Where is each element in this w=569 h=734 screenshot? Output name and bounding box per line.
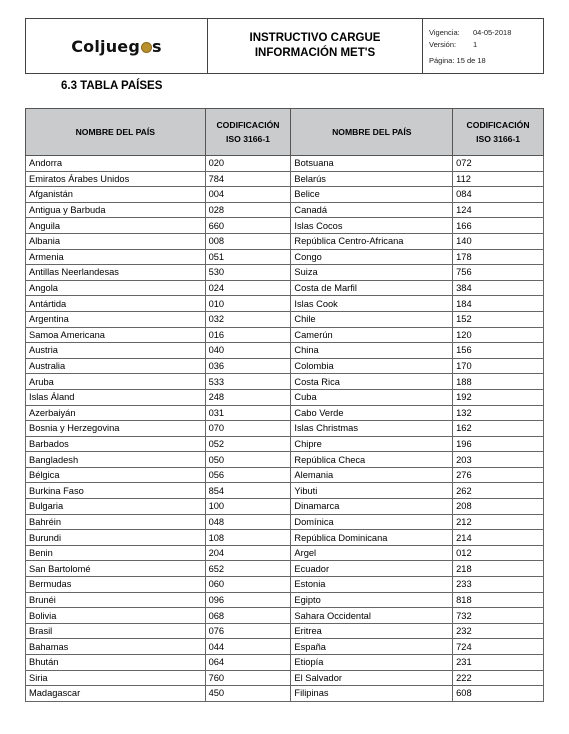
country-name-cell: Burundi — [26, 530, 206, 546]
header-iso-code-1-line1: CODIFICACIÓN — [216, 120, 280, 130]
iso-code-cell: 024 — [205, 280, 291, 296]
table-row — [26, 156, 544, 172]
table-header-row — [26, 109, 544, 156]
table-row — [26, 171, 544, 187]
country-name-cell: República Checa — [291, 452, 453, 468]
country-name-cell: Afganistán — [26, 187, 206, 203]
iso-code-cell: 004 — [205, 187, 291, 203]
iso-code-cell: 040 — [205, 343, 291, 359]
table-row — [26, 592, 544, 608]
country-name-cell: Brunéi — [26, 592, 206, 608]
country-name-cell: Argel — [291, 545, 453, 561]
logo-text-part-a: Coljueg — [71, 36, 141, 56]
country-name-cell: Canadá — [291, 202, 453, 218]
country-name-cell: Andorra — [26, 156, 206, 172]
iso-code-cell: 051 — [205, 249, 291, 265]
country-name-cell: Eritrea — [291, 623, 453, 639]
header-country-name-1: NOMBRE DEL PAÍS — [26, 109, 206, 156]
iso-code-cell: 660 — [205, 218, 291, 234]
country-name-cell: Burkina Faso — [26, 483, 206, 499]
country-name-cell: Etiopía — [291, 655, 453, 671]
country-name-cell: China — [291, 343, 453, 359]
iso-code-cell: 218 — [453, 561, 544, 577]
country-name-cell: Angola — [26, 280, 206, 296]
document-meta — [423, 19, 543, 73]
table-row — [26, 655, 544, 671]
table-row — [26, 358, 544, 374]
document-title — [208, 19, 423, 73]
country-name-cell: Cuba — [291, 389, 453, 405]
table-row — [26, 249, 544, 265]
iso-code-cell: 100 — [205, 499, 291, 515]
country-name-cell: Antigua y Barbuda — [26, 202, 206, 218]
iso-code-cell: 166 — [453, 218, 544, 234]
country-name-cell: Aruba — [26, 374, 206, 390]
iso-code-cell: 212 — [453, 514, 544, 530]
table-row — [26, 280, 544, 296]
country-name-cell: Emiratos Árabes Unidos — [26, 171, 206, 187]
table-row — [26, 405, 544, 421]
country-name-cell: Domínica — [291, 514, 453, 530]
country-name-cell: República Centro-Africana — [291, 233, 453, 249]
country-name-cell: Antillas Neerlandesas — [26, 265, 206, 281]
country-name-cell: Albania — [26, 233, 206, 249]
title-line-2: INFORMACIÓN MET'S — [254, 47, 376, 59]
table-row — [26, 545, 544, 561]
iso-code-cell: 384 — [453, 280, 544, 296]
country-name-cell: Chipre — [291, 436, 453, 452]
iso-code-cell: 048 — [205, 514, 291, 530]
iso-code-cell: 070 — [205, 421, 291, 437]
table-row — [26, 421, 544, 437]
header-country-name-2: NOMBRE DEL PAÍS — [291, 109, 453, 156]
iso-code-cell: 031 — [205, 405, 291, 421]
iso-code-cell: 036 — [205, 358, 291, 374]
country-name-cell: Argentina — [26, 311, 206, 327]
iso-code-cell: 208 — [453, 499, 544, 515]
table-row — [26, 639, 544, 655]
iso-code-cell: 724 — [453, 639, 544, 655]
iso-code-cell: 533 — [205, 374, 291, 390]
iso-code-cell: 170 — [453, 358, 544, 374]
country-name-cell: Bolivia — [26, 608, 206, 624]
table-row — [26, 202, 544, 218]
table-row — [26, 514, 544, 530]
country-name-cell: Suiza — [291, 265, 453, 281]
iso-code-cell: 008 — [205, 233, 291, 249]
logo-cell — [26, 19, 208, 73]
iso-code-cell: 756 — [453, 265, 544, 281]
country-name-cell: Islas Cook — [291, 296, 453, 312]
iso-code-cell: 232 — [453, 623, 544, 639]
country-name-cell: Bangladesh — [26, 452, 206, 468]
country-name-cell: España — [291, 639, 453, 655]
table-row — [26, 452, 544, 468]
iso-code-cell: 052 — [205, 436, 291, 452]
iso-code-cell: 156 — [453, 343, 544, 359]
table-row — [26, 233, 544, 249]
iso-code-cell: 072 — [453, 156, 544, 172]
iso-code-cell: 608 — [453, 686, 544, 702]
iso-code-cell: 530 — [205, 265, 291, 281]
country-name-cell: Yibuti — [291, 483, 453, 499]
iso-code-cell: 248 — [205, 389, 291, 405]
table-row — [26, 436, 544, 452]
iso-code-cell: 124 — [453, 202, 544, 218]
country-name-cell: Costa Rica — [291, 374, 453, 390]
iso-code-cell: 064 — [205, 655, 291, 671]
country-name-cell: Australia — [26, 358, 206, 374]
header-iso-code-1 — [205, 109, 291, 156]
table-row — [26, 686, 544, 702]
country-name-cell: Anguila — [26, 218, 206, 234]
table-row — [26, 311, 544, 327]
table-row — [26, 265, 544, 281]
table-row — [26, 561, 544, 577]
country-name-cell: Madagascar — [26, 686, 206, 702]
country-name-cell: Bhután — [26, 655, 206, 671]
country-name-cell: Camerún — [291, 327, 453, 343]
country-name-cell: Bahréin — [26, 514, 206, 530]
iso-code-cell: 084 — [453, 187, 544, 203]
iso-code-cell: 178 — [453, 249, 544, 265]
country-name-cell: Bahamas — [26, 639, 206, 655]
iso-code-cell: 652 — [205, 561, 291, 577]
country-name-cell: Bulgaria — [26, 499, 206, 515]
coljuegos-logo — [71, 37, 162, 56]
iso-code-cell: 204 — [205, 545, 291, 561]
country-name-cell: Costa de Marfil — [291, 280, 453, 296]
logo-coin-icon — [141, 42, 152, 53]
country-name-cell: Dinamarca — [291, 499, 453, 515]
country-name-cell: Islas Áland — [26, 389, 206, 405]
country-name-cell: Congo — [291, 249, 453, 265]
table-row — [26, 374, 544, 390]
country-name-cell: República Dominicana — [291, 530, 453, 546]
country-name-cell: Islas Cocos — [291, 218, 453, 234]
country-name-cell: Azerbaiyán — [26, 405, 206, 421]
table-row — [26, 218, 544, 234]
iso-code-cell: 222 — [453, 670, 544, 686]
table-row — [26, 670, 544, 686]
country-name-cell: Bermudas — [26, 577, 206, 593]
table-row — [26, 343, 544, 359]
country-name-cell: Ecuador — [291, 561, 453, 577]
iso-code-cell: 203 — [453, 452, 544, 468]
iso-code-cell: 076 — [205, 623, 291, 639]
iso-code-cell: 020 — [205, 156, 291, 172]
header-iso-code-1-line2: ISO 3166-1 — [226, 134, 270, 144]
iso-code-cell: 044 — [205, 639, 291, 655]
country-name-cell: Siria — [26, 670, 206, 686]
iso-code-cell: 032 — [205, 311, 291, 327]
iso-code-cell: 188 — [453, 374, 544, 390]
pagina-row — [429, 56, 543, 65]
iso-code-cell: 016 — [205, 327, 291, 343]
iso-code-cell: 732 — [453, 608, 544, 624]
iso-code-cell: 450 — [205, 686, 291, 702]
countries-table — [25, 108, 544, 702]
version-row — [429, 40, 543, 49]
iso-code-cell: 140 — [453, 233, 544, 249]
title-line-1: INSTRUCTIVO CARGUE — [249, 32, 381, 44]
country-name-cell: Alemania — [291, 467, 453, 483]
country-name-cell: Belarús — [291, 171, 453, 187]
logo-text-part-b: s — [152, 36, 162, 56]
country-name-cell: Bosnia y Herzegovina — [26, 421, 206, 437]
iso-code-cell: 096 — [205, 592, 291, 608]
table-row — [26, 499, 544, 515]
version-label: Versión: — [429, 39, 457, 49]
table-row — [26, 296, 544, 312]
iso-code-cell: 108 — [205, 530, 291, 546]
country-name-cell: Bélgica — [26, 467, 206, 483]
table-row — [26, 483, 544, 499]
iso-code-cell: 760 — [205, 670, 291, 686]
country-name-cell: Samoa Americana — [26, 327, 206, 343]
table-row — [26, 530, 544, 546]
table-row — [26, 608, 544, 624]
iso-code-cell: 152 — [453, 311, 544, 327]
iso-code-cell: 010 — [205, 296, 291, 312]
country-name-cell: San Bartolomé — [26, 561, 206, 577]
iso-code-cell: 231 — [453, 655, 544, 671]
version-value: 1 — [473, 39, 478, 49]
iso-code-cell: 784 — [205, 171, 291, 187]
iso-code-cell: 854 — [205, 483, 291, 499]
country-name-cell: Austria — [26, 343, 206, 359]
header-iso-code-2-line2: ISO 3166-1 — [476, 134, 521, 144]
country-name-cell: Colombia — [291, 358, 453, 374]
iso-code-cell: 028 — [205, 202, 291, 218]
country-name-cell: Cabo Verde — [291, 405, 453, 421]
iso-code-cell: 214 — [453, 530, 544, 546]
table-row — [26, 623, 544, 639]
iso-code-cell: 068 — [205, 608, 291, 624]
iso-code-cell: 012 — [453, 545, 544, 561]
document-header — [25, 18, 544, 74]
country-name-cell: Belice — [291, 187, 453, 203]
iso-code-cell: 132 — [453, 405, 544, 421]
header-iso-code-2 — [453, 109, 544, 156]
iso-code-cell: 112 — [453, 171, 544, 187]
country-name-cell: El Salvador — [291, 670, 453, 686]
pagina-label: Página: 15 de 18 — [429, 55, 486, 65]
country-name-cell: Sahara Occidental — [291, 608, 453, 624]
iso-code-cell: 050 — [205, 452, 291, 468]
country-name-cell: Benin — [26, 545, 206, 561]
iso-code-cell: 196 — [453, 436, 544, 452]
table-row — [26, 577, 544, 593]
iso-code-cell: 262 — [453, 483, 544, 499]
section-title: 6.3 TABLA PAÍSES — [61, 80, 163, 92]
vigencia-row — [429, 28, 543, 37]
table-row — [26, 389, 544, 405]
country-name-cell: Antártida — [26, 296, 206, 312]
iso-code-cell: 818 — [453, 592, 544, 608]
country-name-cell: Estonia — [291, 577, 453, 593]
iso-code-cell: 276 — [453, 467, 544, 483]
country-name-cell: Armenia — [26, 249, 206, 265]
country-name-cell: Chile — [291, 311, 453, 327]
iso-code-cell: 060 — [205, 577, 291, 593]
table-row — [26, 467, 544, 483]
iso-code-cell: 056 — [205, 467, 291, 483]
country-name-cell: Islas Christmas — [291, 421, 453, 437]
country-name-cell: Botsuana — [291, 156, 453, 172]
vigencia-value: 04-05-2018 — [473, 27, 512, 37]
country-name-cell: Egipto — [291, 592, 453, 608]
country-name-cell: Brasil — [26, 623, 206, 639]
country-name-cell: Barbados — [26, 436, 206, 452]
table-row — [26, 327, 544, 343]
iso-code-cell: 233 — [453, 577, 544, 593]
vigencia-label: Vigencia: — [429, 27, 460, 37]
iso-code-cell: 192 — [453, 389, 544, 405]
header-iso-code-2-line1: CODIFICACIÓN — [466, 120, 530, 130]
iso-code-cell: 184 — [453, 296, 544, 312]
table-row — [26, 187, 544, 203]
iso-code-cell: 120 — [453, 327, 544, 343]
iso-code-cell: 162 — [453, 421, 544, 437]
country-name-cell: Filipinas — [291, 686, 453, 702]
